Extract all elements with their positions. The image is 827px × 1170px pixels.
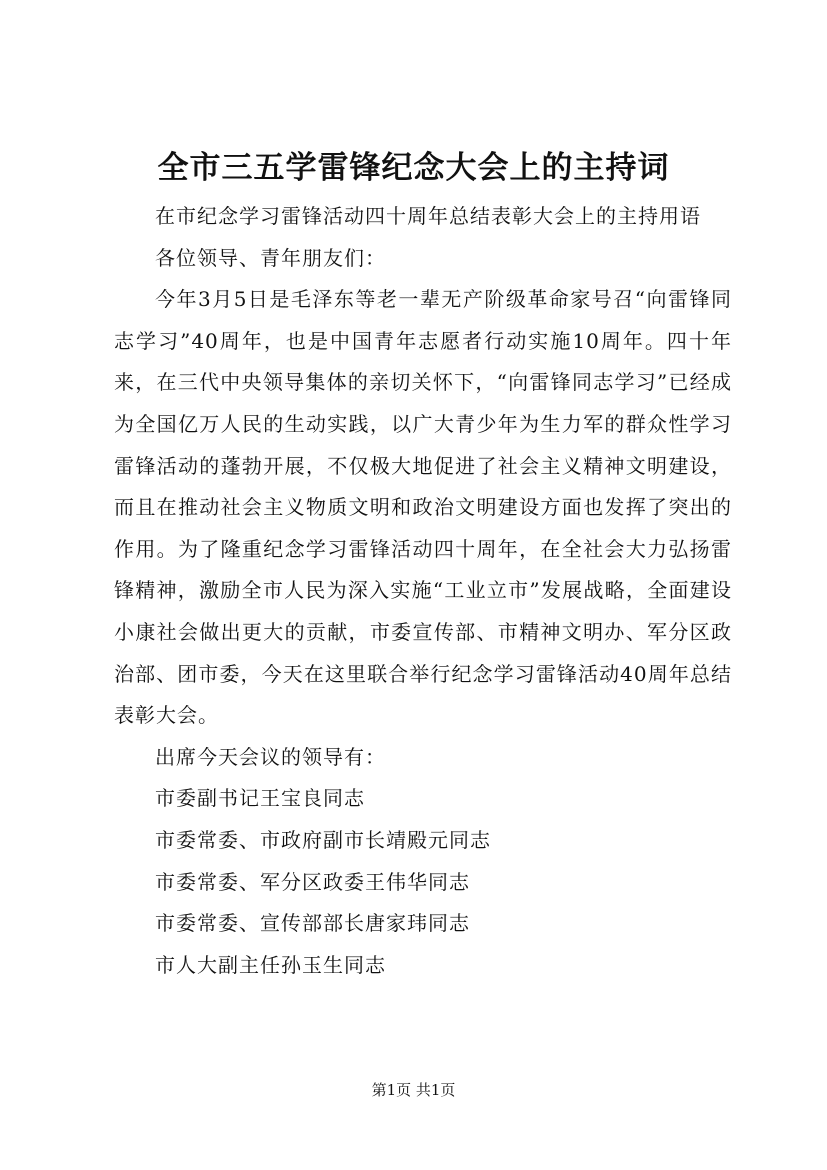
paragraph-main: 今年3月5日是毛泽东等老一辈无产阶级革命家号召“向雷锋同志学习”40周年，也是中国青年志愿者行动实施10周年。四十年来，在三代中央领导集体的亲切关怀下，“向雷锋同志学习”已经成为全国亿万人民的生动实践，以广大青少年为生力军的群众性学习雷锋活动的蓬勃开展，不仅极大地促进了社会主义精神文明建设，而且在推动社会主义物质文明和政治文明建设方面也发挥了突出的作用。为了隆重纪念学习雷锋活动四十周年，在全社会大力弘扬雷锋精神，激励全市人民为深入实施“工业立市”发展战略，全面建设小康社会做出更大的贡献，市委宣传部、市精神文明办、军分区政治部、团市委，今天在这里联合举行纪念学习雷锋活动40周年总结表彰大会。 xyxy=(114,287,732,728)
paragraph-salutation: 各位领导、青年朋友们： xyxy=(155,245,386,270)
document-body xyxy=(114,196,732,986)
document-title: 全市三五学雷锋纪念大会上的主持词 xyxy=(157,150,670,186)
attendee-line: 市委副书记王宝良同志 xyxy=(155,786,365,811)
attendee-line: 市人大副主任孙玉生同志 xyxy=(155,952,386,977)
attendee-line: 市委常委、宣传部部长唐家玮同志 xyxy=(155,911,470,936)
paragraph-subtitle: 在市纪念学习雷锋活动四十周年总结表彰大会上的主持用语 xyxy=(155,204,701,228)
page-footer: 第1页 共1页 xyxy=(371,1081,456,1099)
paragraph-attendees-intro: 出席今天会议的领导有： xyxy=(155,744,386,769)
attendee-line: 市委常委、军分区政委王伟华同志 xyxy=(155,869,470,894)
attendee-line: 市委常委、市政府副市长靖殿元同志 xyxy=(155,827,491,852)
